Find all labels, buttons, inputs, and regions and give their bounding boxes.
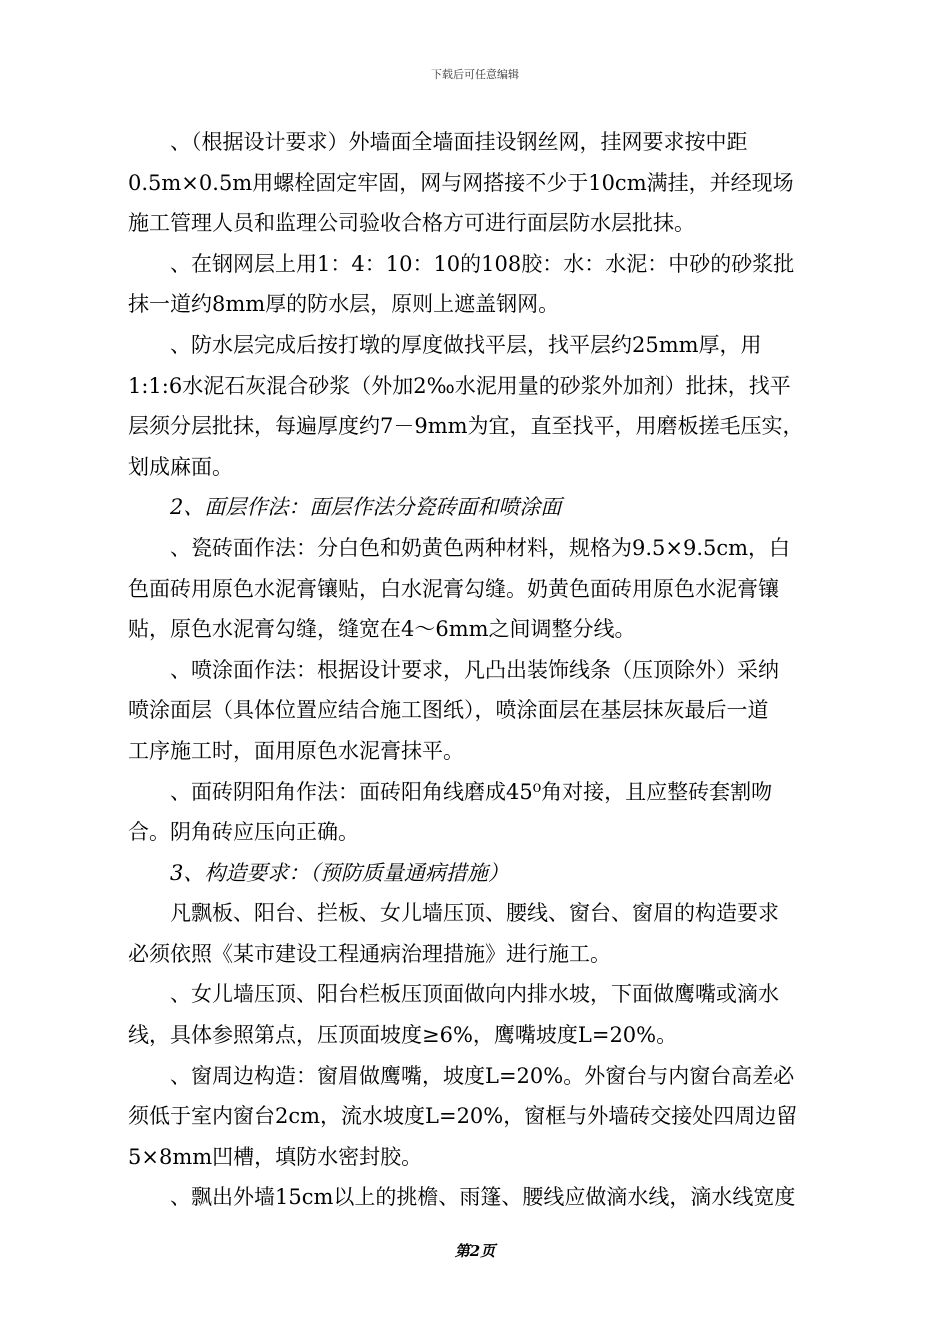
paragraph	[128, 893, 834, 974]
text-line: 喷涂面层（具体位置应结合施工图纸），喷涂面层在基层抹灰最后一道	[128, 698, 769, 723]
text-line: 贴，原色水泥膏勾缝，缝宽在4～6mm之间调整分线。	[128, 617, 636, 642]
text-line: 、瓷砖面作法：分白色和奶黄色两种材料，规格为9.5×9.5cm，白	[170, 535, 791, 560]
paragraph	[128, 244, 834, 325]
text-line: 线，具体参照第点，压顶面坡度≥6%，鹰嘴坡度L=20%。	[128, 1023, 678, 1048]
text-line: 5×8mm凹槽，填防水密封胶。	[128, 1144, 423, 1169]
text-line: 色面砖用原色水泥膏镶贴，白水泥膏勾缝。奶黄色面砖用原色水泥膏镶	[128, 576, 779, 601]
text-line: 、喷涂面作法：根据设计要求，凡凸出装饰线条（压顶除外）采纳	[170, 657, 779, 682]
text-line: 1:1:6水泥石灰混合砂浆（外加2‰水泥用量的砂浆外加剂）批抹，找平	[128, 373, 791, 398]
text-line: 、女儿墙压顶、阳台栏板压顶面做向内排水坡，下面做鹰嘴或滴水	[170, 982, 779, 1007]
text-line: 2、面层作法：面层作法分瓷砖面和喷涂面	[170, 495, 562, 520]
text-line: 、防水层完成后按打墩的厚度做找平层，找平层约25mm厚，用	[170, 332, 762, 357]
page-header: 下载后可任意编辑	[431, 68, 519, 81]
text-line: 划成麻面。	[128, 454, 233, 479]
paragraph	[128, 1056, 834, 1178]
text-line: 0.5m×0.5m用螺栓固定牢固，网与网搭接不少于10cm满挂，并经现场	[128, 170, 794, 195]
paragraph	[128, 122, 834, 244]
text-line: 层须分层批抹，每遍厚度约7－9mm为宜，直至找平，用磨板搓毛压实，	[128, 414, 804, 439]
paragraph	[128, 1177, 834, 1218]
text-line: 抹一道约8mm厚的防水层，原则上遮盖钢网。	[128, 292, 560, 317]
text-line: 、窗周边构造：窗眉做鹰嘴，坡度L=20%。外窗台与内窗台高差必	[170, 1063, 795, 1088]
paragraph	[128, 528, 834, 650]
text-line: 、面砖阴阳角作法：面砖阳角线磨成45⁰角对接，且应整砖套割吻	[170, 779, 773, 804]
text-line: 、（根据设计要求）外墙面全墙面挂设钢丝网，挂网要求按中距	[170, 130, 748, 154]
text-line: 、在钢网层上用1：4：10：10的108胶：水：水泥：中砂的砂浆批	[170, 251, 795, 276]
section-heading	[128, 487, 834, 528]
text-line: 3、构造要求：（预防质量通病措施）	[170, 860, 509, 885]
document-body	[128, 122, 834, 1218]
text-line: 、飘出外墙15cm以上的挑檐、雨篷、腰线应做滴水线，滴水线宽度	[170, 1185, 796, 1210]
text-line: 工序施工时，面用原色水泥膏抹平。	[128, 738, 464, 763]
section-heading	[128, 853, 834, 894]
paragraph	[128, 650, 834, 772]
text-line: 凡飘板、阳台、拦板、女儿墙压顶、腰线、窗台、窗眉的构造要求	[170, 901, 779, 926]
text-line: 施工管理人员和监理公司验收合格方可进行面层防水层批抹。	[128, 211, 695, 236]
text-line: 必须依照《某市建设工程通病治理措施》进行施工。	[128, 941, 611, 966]
page-number: 第2页	[454, 1242, 496, 1260]
paragraph	[128, 772, 834, 853]
text-line: 须低于室内窗台2cm，流水坡度L=20%，窗框与外墙砖交接处四周边留	[128, 1104, 798, 1129]
paragraph	[128, 974, 834, 1055]
text-line: 合。阴角砖应压向正确。	[128, 820, 359, 845]
paragraph	[128, 325, 834, 487]
